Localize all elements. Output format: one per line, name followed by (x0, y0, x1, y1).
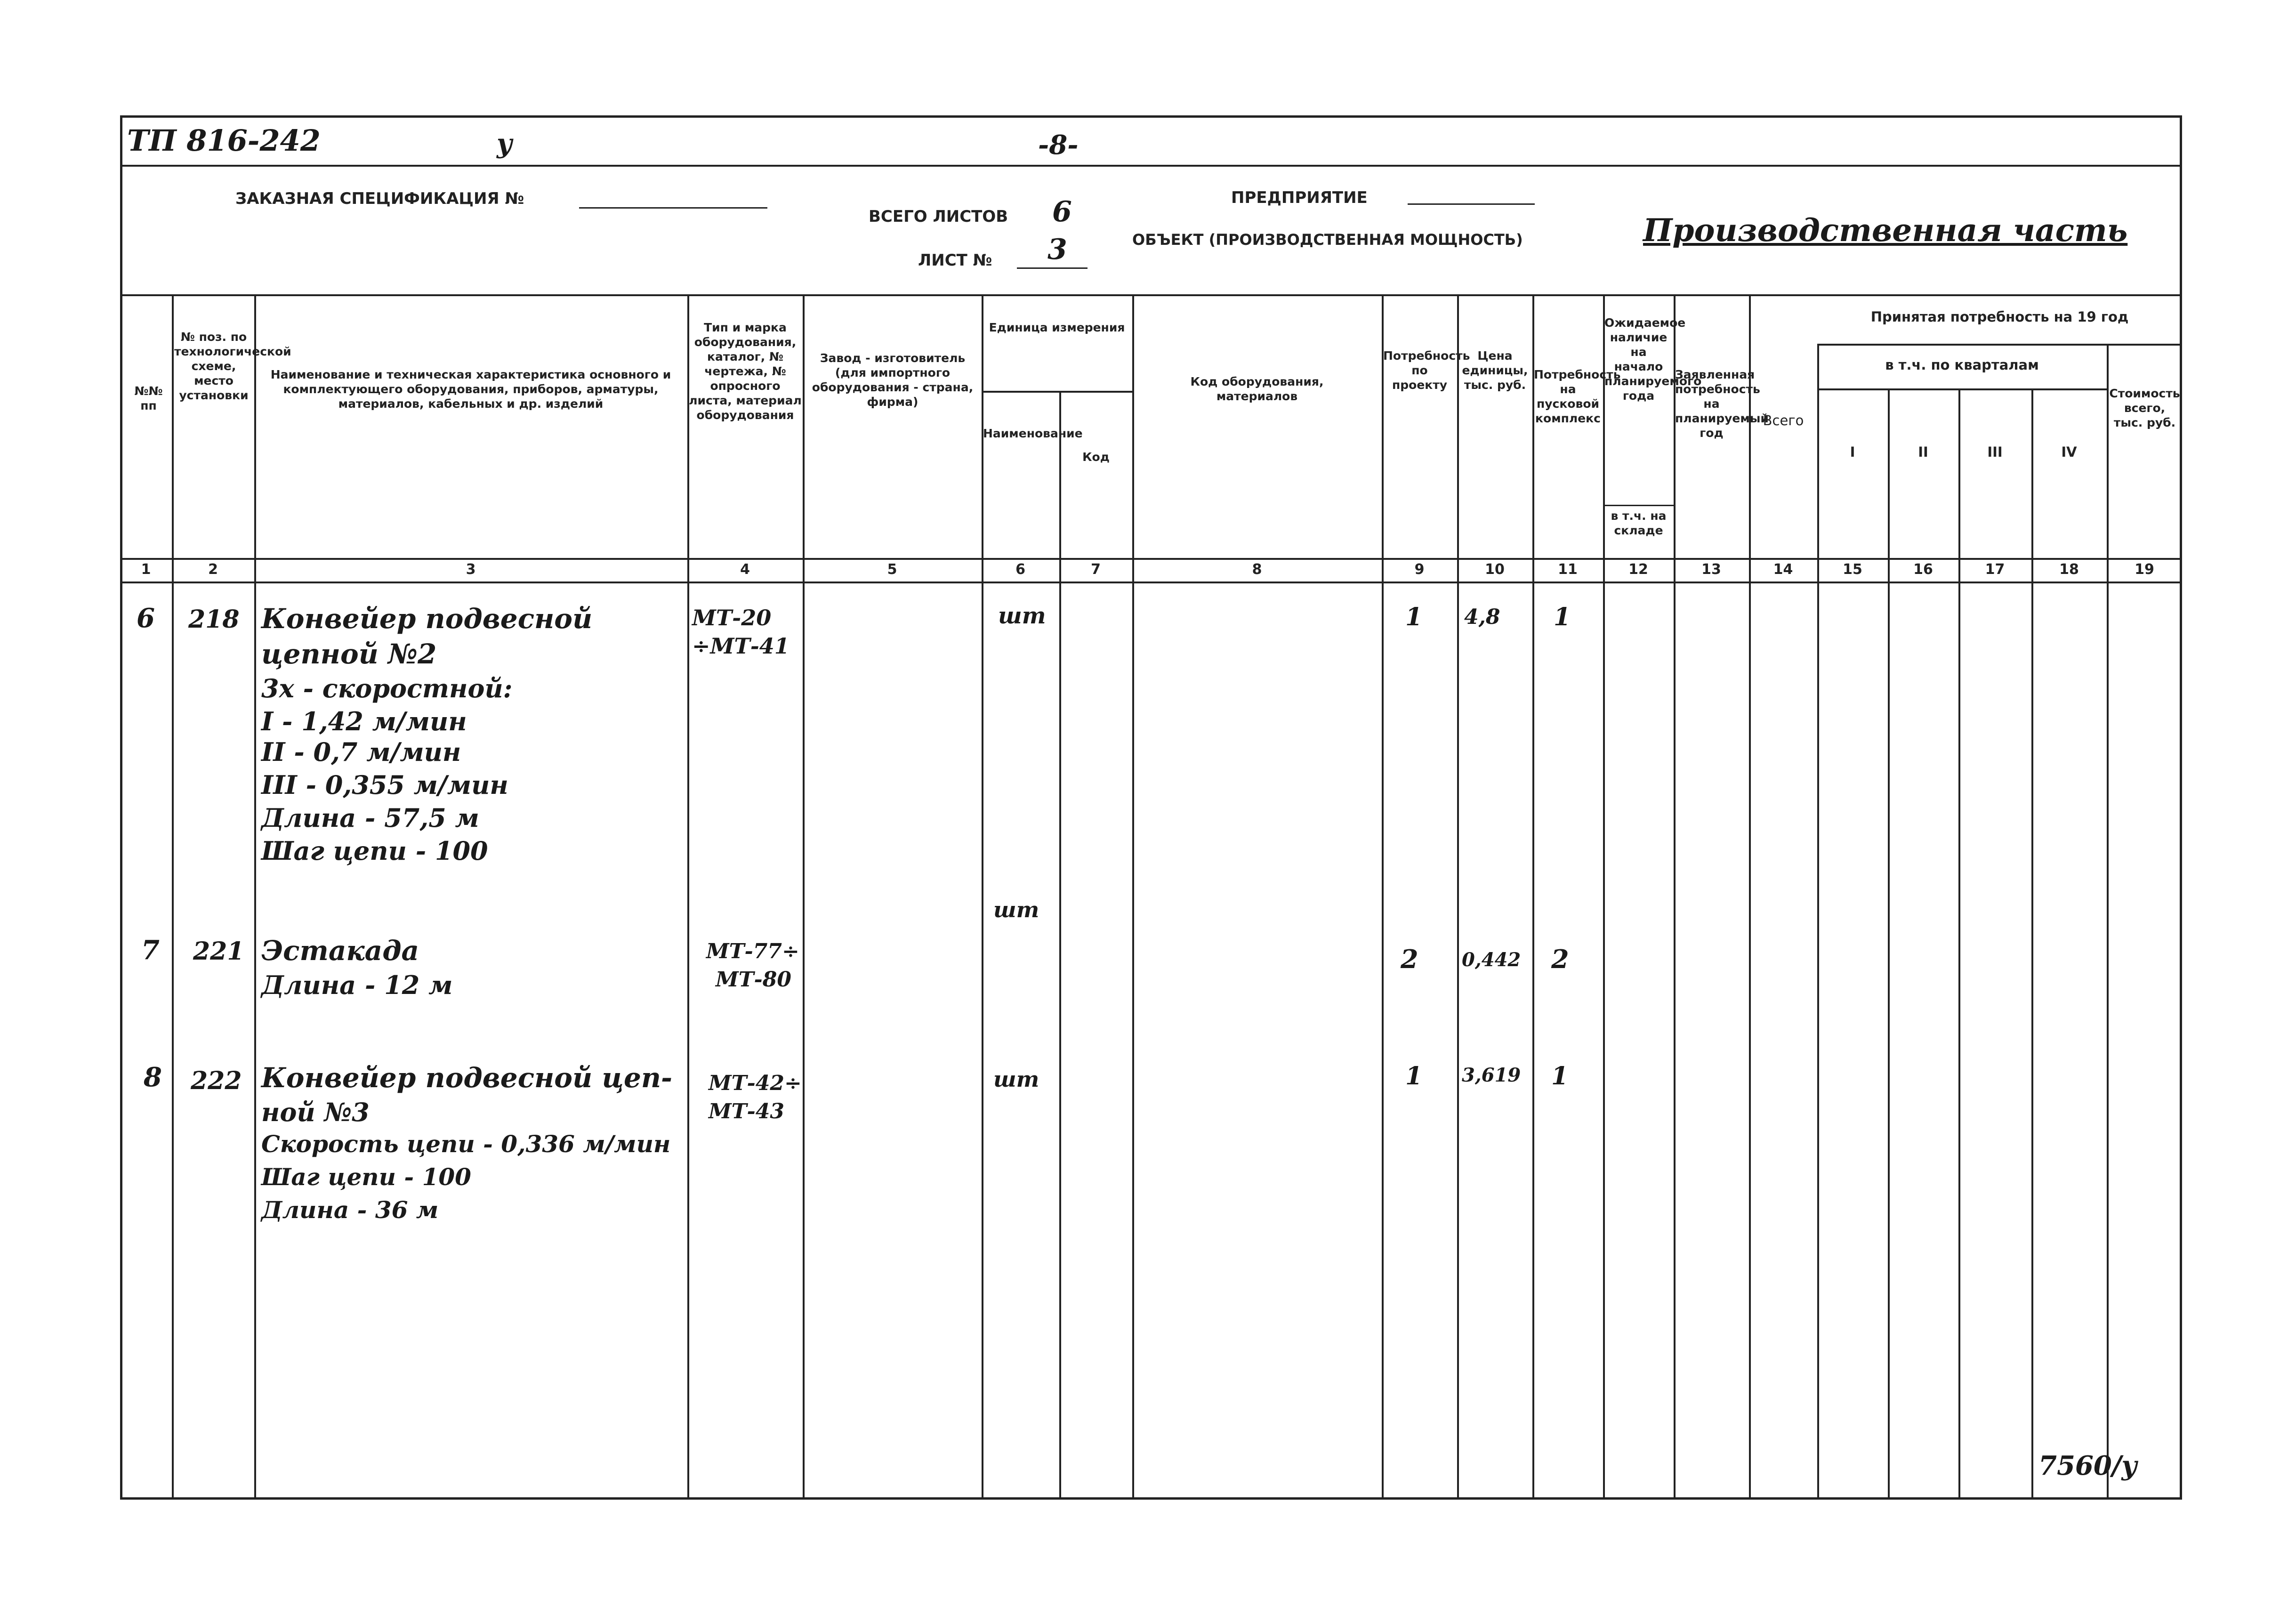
doc-code: ТП 816-242 (127, 123, 321, 158)
row-type-line: МТ-77÷ (706, 939, 799, 963)
row-position: 221 (193, 937, 244, 966)
row-unit: шт (993, 897, 1039, 922)
footer-stamp: 7560/у (2038, 1450, 2137, 1481)
row-number: 8 (144, 1062, 162, 1093)
row-type-line: МТ-43 (709, 1099, 784, 1123)
row-name-line: цепной №2 (261, 638, 437, 670)
row-name-line: Эстакада (261, 935, 419, 967)
row-name-line: Конвейер подвесной цеп- (261, 1062, 673, 1094)
col-header-17: III (1987, 444, 2003, 460)
accepted-header: Принятая потребность на 19 год (1870, 309, 2129, 325)
row-start-qty: 2 (1551, 944, 1569, 974)
col-header-15: I (1850, 444, 1855, 460)
row-price: 0,442 (1462, 949, 1521, 971)
col-header-12: Ожидаемое наличие на начало планируемого года (1604, 316, 1702, 403)
row-type-line: МТ-42÷ (709, 1071, 802, 1095)
row-name-line: II - 0,7 м/мин (261, 737, 461, 767)
row-qty: 2 (1401, 944, 1418, 974)
row-name-line: Скорость цепи - 0,336 м/мин (261, 1130, 671, 1158)
col-number: 1 (141, 561, 151, 578)
col-header-13: Заявленная потребность на планируемый год (1675, 368, 1769, 440)
col-number: 11 (1558, 561, 1578, 578)
row-unit: шт (998, 603, 1046, 629)
page-number: -8- (1038, 129, 1079, 161)
sheet-value: 3 (1047, 233, 1067, 266)
row-type-line: ÷МТ-41 (692, 633, 790, 659)
row-number: 7 (141, 935, 160, 966)
row-type-line: МТ-20 (692, 605, 772, 630)
col-number: 19 (2135, 561, 2154, 578)
total-sheets-label: ВСЕГО ЛИСТОВ (869, 207, 1008, 226)
col-header-unit: Единица измерения (989, 321, 1125, 334)
row-name-line: Шаг цепи - 100 (261, 1163, 471, 1191)
col-number: 5 (887, 561, 897, 578)
col-header-9: Потребность по проекту (1383, 349, 1470, 392)
row-position: 218 (188, 605, 240, 634)
col-header-6: Наименование (983, 427, 1083, 440)
col-header-18: IV (2061, 444, 2077, 460)
col-header-2: № поз. по технологической схеме, место установки (174, 330, 291, 402)
col-number: 16 (1913, 561, 1933, 578)
row-qty: 1 (1405, 603, 1423, 631)
row-name-line: I - 1,42 м/мин (261, 706, 467, 736)
row-name-line: Шаг цепи - 100 (261, 836, 488, 866)
col-header-7: Код (1082, 450, 1110, 464)
mark: у (497, 128, 513, 159)
col-number: 4 (740, 561, 750, 578)
row-name-line: Длина - 12 м (261, 970, 453, 1000)
col-header-12b: в т.ч. на складе (1611, 509, 1667, 537)
row-name-line: Длина - 57,5 м (261, 803, 479, 833)
col-number: 2 (208, 561, 218, 578)
col-header-5: Завод - изготовитель (для импортного оборудования - страна, фирма) (812, 351, 974, 409)
col-number: 7 (1091, 561, 1101, 578)
row-start-qty: 1 (1554, 603, 1571, 631)
total-sheets-value: 6 (1052, 195, 1072, 228)
enterprise-label: ПРЕДПРИЯТИЕ (1231, 188, 1368, 207)
col-number: 6 (1015, 561, 1025, 578)
object-label: ОБЪЕКТ (ПРОИЗВОДСТВЕННАЯ МОЩНОСТЬ) (1132, 231, 1523, 249)
row-price: 3,619 (1462, 1064, 1521, 1086)
col-number: 15 (1843, 561, 1862, 578)
col-number: 18 (2059, 561, 2079, 578)
col-header-16: II (1918, 444, 1928, 460)
object-value: Производственная часть (1643, 212, 2128, 249)
col-number: 17 (1985, 561, 2005, 578)
quarters-header: в т.ч. по кварталам (1885, 357, 2039, 373)
col-header-1: №№ пп (134, 384, 163, 412)
row-unit: шт (993, 1066, 1039, 1092)
row-number: 6 (137, 603, 155, 634)
sheet-label: ЛИСТ № (918, 251, 992, 270)
col-number: 8 (1252, 561, 1262, 578)
row-name-line: ной №3 (261, 1097, 370, 1127)
col-header-11: Потребность на пусковой комплекс (1534, 368, 1621, 425)
row-position: 222 (191, 1066, 242, 1095)
col-header-19: Стоимость всего, тыс. руб. (2109, 387, 2180, 429)
col-number: 13 (1701, 561, 1721, 578)
row-type-line: МТ-80 (716, 968, 791, 992)
row-start-qty: 1 (1551, 1062, 1569, 1090)
col-header-3: Наименование и техническая характеристика основного и комплектующего оборудования, приборов, арматуры, материалов, кабельных и др. изделий (270, 368, 671, 411)
col-number: 9 (1414, 561, 1425, 578)
row-name-line: Конвейер подвесной (261, 603, 593, 635)
row-name-line: Длина - 36 м (261, 1196, 439, 1224)
col-number: 12 (1628, 561, 1648, 578)
col-number: 10 (1485, 561, 1505, 578)
row-qty: 1 (1405, 1062, 1423, 1090)
col-header-14: Всего (1763, 412, 1804, 428)
col-header-10: Цена единицы, тыс. руб. (1462, 349, 1528, 392)
row-price: 4,8 (1464, 605, 1500, 629)
spec-label: ЗАКАЗНАЯ СПЕЦИФИКАЦИЯ № (235, 189, 524, 208)
col-header-8: Код оборудования, материалов (1190, 375, 1324, 403)
col-number: 14 (1773, 561, 1793, 578)
col-number: 3 (466, 561, 476, 578)
row-name-line: 3х - скоростной: (261, 673, 513, 703)
col-header-4: Тип и марка оборудования, каталог, № чертежа, № опросного листа, материал оборудования (689, 321, 802, 422)
row-name-line: III - 0,355 м/мин (261, 770, 508, 800)
